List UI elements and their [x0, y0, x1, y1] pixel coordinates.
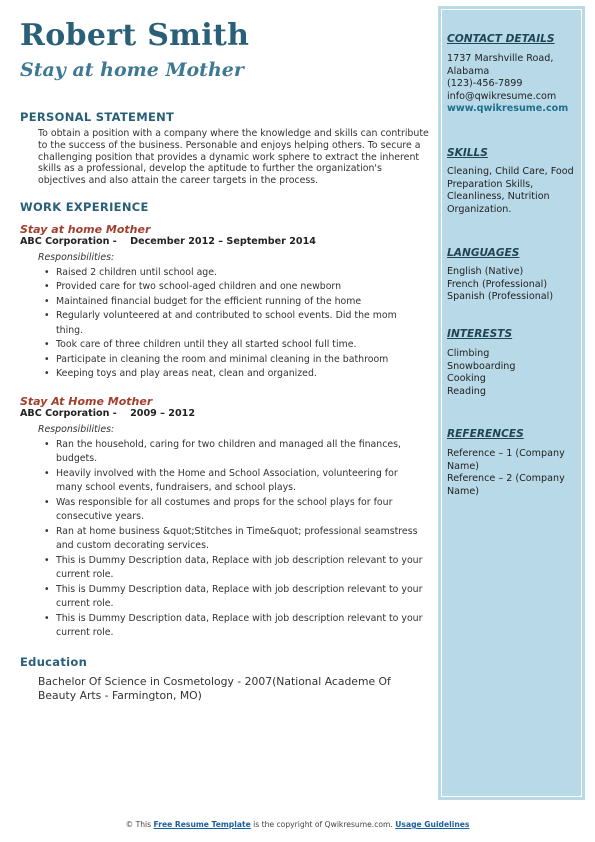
address-line: 1737 Marshville Road,: [447, 53, 554, 64]
list-item: • Provided care for two school-aged children and one newborn: [56, 280, 425, 295]
language-item: French (Professional): [447, 278, 548, 290]
contact-heading: CONTACT DETAILS: [447, 33, 555, 45]
list-item: • Participate in cleaning the room and minimal cleaning in the bathroom: [56, 353, 425, 368]
personal-statement-section: [20, 110, 429, 187]
interest-item: Cooking: [447, 373, 486, 384]
work-experience-section: [20, 200, 425, 641]
sidebar-frame: [441, 9, 582, 797]
list-item: • This is Dummy Description data, Replace with job description relevant to your current role.: [56, 583, 425, 612]
list-item: • Was responsible for all costumes and props for the school plays for four consecutive years.: [56, 496, 425, 525]
address-line: Alabama: [447, 65, 490, 77]
website-link[interactable]: www.qwikresume.com: [447, 103, 569, 114]
candidate-name: Robert Smith: [20, 18, 250, 53]
work-experience-heading: WORK EXPERIENCE: [20, 199, 149, 214]
list-item: • Heavily involved with the Home and School Association, volunteering for many school events, fundraisers, and school plays.: [56, 467, 425, 496]
footer: [0, 820, 595, 829]
sidebar: [438, 6, 585, 800]
job-entry: [20, 223, 425, 382]
personal-statement-heading: PERSONAL STATEMENT: [20, 110, 175, 124]
responsibilities-label: Responsibilities:: [38, 423, 115, 435]
references-heading: REFERENCES: [447, 428, 524, 440]
job-company-dates: ABC Corporation - December 2012 – September 2014: [20, 235, 316, 247]
list-item: • Took care of three children until they all started school full time.: [56, 338, 425, 353]
job-title: Stay At Home Mother: [20, 394, 153, 408]
job-company-dates: ABC Corporation - 2009 – 2012: [20, 407, 196, 419]
candidate-title: Stay at home Mother: [20, 59, 244, 81]
responsibility-list: [20, 266, 425, 382]
interest-item: Snowboarding: [447, 360, 516, 372]
skills-heading: SKILLS: [447, 147, 488, 159]
list-item: • Regularly volunteered at and contributed to school events. Did the mom thing.: [56, 309, 425, 338]
footer-prefix: This: [135, 820, 152, 829]
interest-item: Reading: [447, 385, 486, 397]
education-section: [20, 655, 425, 703]
education-heading: Education: [20, 654, 88, 669]
email-address[interactable]: info@qwikresume.com: [447, 90, 557, 102]
job-title: Stay at home Mother: [20, 222, 151, 236]
interest-item: Climbing: [447, 348, 490, 359]
personal-statement-text: To obtain a position with a company where the knowledge and skills can contribute to the success of the business. Personable and enjoys helping others. To secure a challenging position that provides a dynamic work sphere to extract the inherent skills as a professional, develop the aptitude to further the organization's objectives and also attain the career targets in the process.: [38, 128, 429, 187]
responsibilities-label: Responsibilities:: [38, 251, 115, 263]
reference-item: Reference – 1 (Company Name): [447, 448, 565, 472]
list-item: • Ran the household, caring for two children and managed all the finances, budgets.: [56, 438, 425, 467]
reference-item: Reference – 2 (Company Name): [447, 473, 565, 497]
skills-text: Cleaning, Child Care, Food Preparation Skills, Cleanliness, Nutrition Organization.: [447, 166, 574, 215]
education-text: Bachelor Of Science in Cosmetology - 2007(National Academe Of Beauty Arts - Farmington, MO): [38, 674, 391, 702]
list-item: • This is Dummy Description data, Replace with job description relevant to your current role.: [56, 554, 425, 583]
free-resume-template-link[interactable]: Free Resume Template: [153, 820, 251, 829]
resume-main-column: [20, 18, 429, 703]
languages-list: [447, 266, 575, 304]
contact-details: [447, 53, 575, 116]
list-item: • Maintained financial budget for the efficient running of the home: [56, 295, 425, 310]
job-entry: [20, 395, 425, 641]
phone-number: (123)-456-7899: [447, 78, 523, 89]
languages-heading: LANGUAGES: [447, 247, 520, 259]
list-item: • Keeping toys and play areas neat, clean and organized.: [56, 367, 425, 382]
language-item: Spanish (Professional): [447, 291, 554, 302]
footer-middle: is the copyright of Qwikresume.com.: [253, 820, 393, 829]
interests-heading: INTERESTS: [447, 328, 513, 340]
language-item: English (Native): [447, 266, 524, 277]
references-list: [447, 448, 575, 498]
list-item: • This is Dummy Description data, Replace with job description relevant to your current role.: [56, 612, 425, 641]
usage-guidelines-link[interactable]: Usage Guidelines: [395, 820, 470, 829]
interests-list: [447, 348, 575, 398]
list-item: • Raised 2 children until school age.: [56, 266, 425, 281]
responsibility-list: [20, 438, 425, 641]
list-item: • Ran at home business &quot;Stitches in Time&quot; professional seamstress and custom decorating services.: [56, 525, 425, 554]
copyright-icon: ©: [125, 820, 134, 829]
